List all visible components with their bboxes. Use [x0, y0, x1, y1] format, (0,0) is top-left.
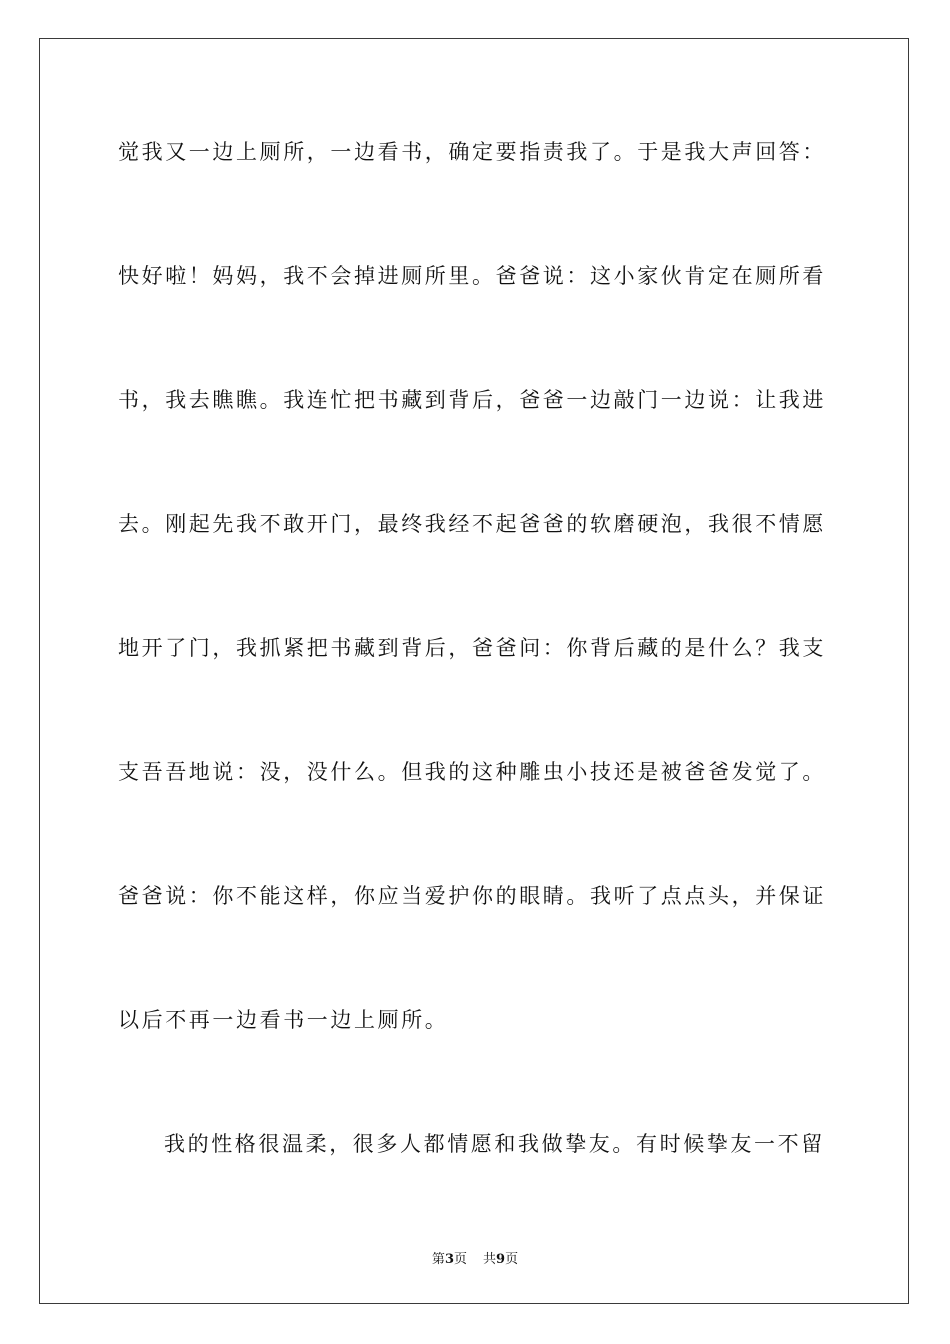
page-footer: [0, 1248, 950, 1267]
total-prefix: 共: [483, 1252, 497, 1267]
body-text-line: 地开了门，我抓紧把书藏到背后，爸爸问：你背后藏的是什么？我支: [118, 636, 826, 660]
page-suffix: 页: [453, 1252, 467, 1267]
body-text-line: 觉我又一边上厕所，一边看书，确定要指责我了。于是我大声回答：: [118, 140, 826, 164]
body-text-line: 书，我去瞧瞧。我连忙把书藏到背后，爸爸一边敲门一边说：让我进: [118, 388, 826, 412]
body-text-line: 快好啦！妈妈，我不会掉进厕所里。爸爸说：这小家伙肯定在厕所看: [118, 264, 826, 288]
current-page-number: 3: [444, 1252, 454, 1267]
total-suffix: 页: [505, 1252, 519, 1267]
body-text-line: 去。刚起先我不敢开门，最终我经不起爸爸的软磨硬泡，我很不情愿: [118, 512, 826, 536]
body-text-line: 支吾吾地说：没，没什么。但我的这种雕虫小技还是被爸爸发觉了。: [118, 760, 826, 784]
page-prefix: 第: [431, 1252, 445, 1267]
paragraph-first-line: 我的性格很温柔，很多人都情愿和我做挚友。有时候挚友一不留: [164, 1132, 825, 1156]
page-border: [39, 38, 909, 1304]
body-text-line: 爸爸说：你不能这样，你应当爱护你的眼睛。我听了点点头，并保证: [118, 884, 826, 908]
total-page-number: 9: [496, 1252, 506, 1267]
body-text-line: 以后不再一边看书一边上厕所。: [118, 1008, 449, 1032]
